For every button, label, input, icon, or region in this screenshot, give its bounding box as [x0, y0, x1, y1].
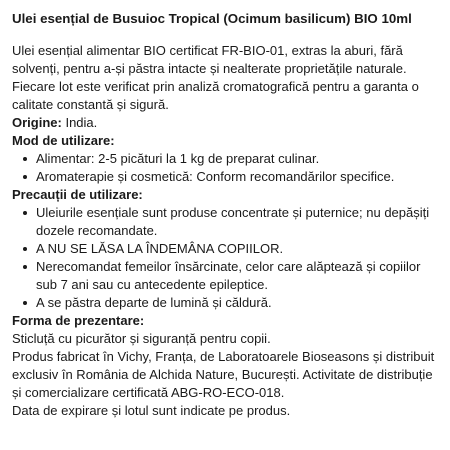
list-item: A NU SE LĂSA LA ÎNDEMÂNA COPIILOR. [12, 240, 440, 258]
list-item: Alimentar: 2-5 picături la 1 kg de preparat culinar. [12, 150, 440, 168]
origin-label: Origine: [12, 115, 62, 130]
origin-value: India. [61, 115, 98, 130]
description-body [12, 42, 440, 420]
list-item: A se păstra departe de lumină și căldură. [12, 294, 440, 312]
product-title: Ulei esențial de Busuioc Tropical (Ocimum basilicum) BIO 10ml [12, 11, 412, 26]
presentation-heading: Forma de prezentare: [12, 313, 145, 328]
usage-list [12, 150, 440, 186]
origin-line [12, 114, 440, 132]
list-item: Uleiurile esențiale sunt produse concentrate și puternice; nu depășiți dozele recomandate. [12, 204, 440, 240]
list-item: Aromaterapie și cosmetică: Conform recomandărilor specifice. [12, 168, 440, 186]
intro-paragraph-1: Ulei esențial alimentar BIO certificat FR-BIO-01, extras la aburi, fără solvenți, pentru a-și păstra intacte și nealterate proprietățile naturale. [12, 43, 407, 76]
presentation-line-1: Sticluță cu picurător și siguranță pentru copii. [12, 331, 271, 346]
precautions-heading: Precauții de utilizare: [12, 187, 143, 202]
usage-heading: Mod de utilizare: [12, 133, 115, 148]
precautions-list [12, 204, 440, 312]
list-item: Nerecomandat femeilor însărcinate, celor care alăptează și copiilor sub 7 ani sau cu antecedente epileptice. [12, 258, 440, 294]
presentation-line-2: Produs fabricat în Vichy, Franța, de Laboratoarele Bioseasons și distribuit exclusiv în România de Alchida Nature, București. Activitate de distribuție și comercializare certificată ABG-RO-ECO-018. [12, 349, 435, 400]
intro-paragraph-2: Fiecare lot este verificat prin analiză cromatografică pentru a garanta o calitate constantă și sigură. [12, 79, 419, 112]
presentation-line-3: Data de expirare și lotul sunt indicate pe produs. [12, 403, 291, 418]
